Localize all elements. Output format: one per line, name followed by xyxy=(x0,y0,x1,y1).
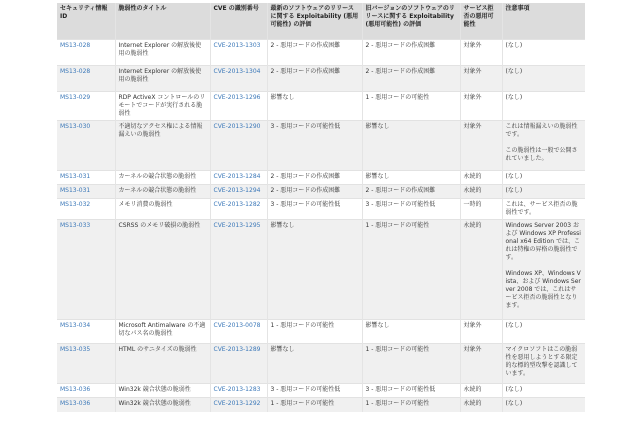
table-row xyxy=(57,398,585,412)
dos-cell: 永続的 xyxy=(460,384,502,398)
table-body xyxy=(57,40,585,412)
latest-exploitability-cell: 3 - 悪用コードの可能性低 xyxy=(267,121,362,171)
note-paragraph: (なし) xyxy=(505,187,523,194)
cve-cell xyxy=(210,220,267,320)
dos-cell: 永続的 xyxy=(460,220,502,320)
latest-exploitability-cell: 2 - 悪用コードの作成困難 xyxy=(267,40,362,66)
dos-cell: 対象外 xyxy=(460,40,502,66)
key-notes-cell xyxy=(502,92,585,121)
bulletin-id-link[interactable]: MS13-030 xyxy=(60,123,91,130)
header-older-exploitability: 旧バージョンのソフトウェアのリリースに関する Exploitability (悪用可能性) の評価 xyxy=(362,3,460,40)
vulnerability-title-cell: Microsoft Antimalware の不適切なパス名の脆弱性 xyxy=(115,320,210,344)
cve-link[interactable]: CVE-2013-1283 xyxy=(213,386,261,393)
latest-exploitability-cell: 2 - 悪用コードの作成困難 xyxy=(267,171,362,185)
key-notes-cell xyxy=(502,220,585,320)
latest-exploitability-cell: 3 - 悪用コードの可能性低 xyxy=(267,199,362,220)
bulletin-id-cell xyxy=(57,344,115,384)
note-paragraph: (なし) xyxy=(505,42,523,49)
cve-cell xyxy=(210,171,267,185)
bulletin-id-link[interactable]: MS13-031 xyxy=(60,173,91,180)
cve-cell xyxy=(210,121,267,171)
header-dos-exploitability: サービス拒否の悪用可能性 xyxy=(460,3,502,40)
latest-exploitability-cell: 3 - 悪用コードの可能性低 xyxy=(267,384,362,398)
vulnerability-title-cell: 不適切なアクセス権による情報漏えいの脆弱性 xyxy=(115,121,210,171)
bulletin-id-cell xyxy=(57,171,115,185)
bulletin-id-cell xyxy=(57,40,115,66)
dos-cell: 対象外 xyxy=(460,92,502,121)
older-exploitability-cell: 3 - 悪用コードの可能性低 xyxy=(362,384,460,398)
bulletin-id-link[interactable]: MS13-029 xyxy=(60,94,91,101)
table-row xyxy=(57,92,585,121)
older-exploitability-cell: 2 - 悪用コードの作成困難 xyxy=(362,40,460,66)
dos-cell: 対象外 xyxy=(460,66,502,92)
bulletin-id-cell xyxy=(57,121,115,171)
note-paragraph: マイクロソフトはこの脆弱性を悪用しようとする限定的な標的型攻撃を認識しています。 xyxy=(505,346,578,377)
bulletin-id-cell xyxy=(57,185,115,199)
cve-cell xyxy=(210,185,267,199)
table-row xyxy=(57,199,585,220)
note-gap xyxy=(506,262,583,270)
dos-cell: 永続的 xyxy=(460,185,502,199)
vulnerability-title-cell: Internet Explorer の解放後使用の脆弱性 xyxy=(115,40,210,66)
cve-cell xyxy=(210,344,267,384)
note-paragraph: Windows XP、Windows Vista、および Windows Server 2008 では、これはサービス拒否の脆弱性となります。 xyxy=(505,270,581,309)
bulletin-id-cell xyxy=(57,320,115,344)
bulletin-id-link[interactable]: MS13-028 xyxy=(60,42,91,49)
cve-cell xyxy=(210,66,267,92)
cve-cell xyxy=(210,320,267,344)
cve-link[interactable]: CVE-2013-1295 xyxy=(213,222,261,229)
older-exploitability-cell: 影響なし xyxy=(362,171,460,185)
note-paragraph: (なし) xyxy=(505,68,523,75)
header-vulnerability-title: 脆弱性のタイトル xyxy=(115,3,210,40)
header-bulletin-id: セキュリティ情報 ID xyxy=(57,3,115,40)
vulnerability-title-cell: Win32k 競合状態の脆弱性 xyxy=(115,398,210,412)
vulnerability-title-cell: CSRSS のメモリ破損の脆弱性 xyxy=(115,220,210,320)
cve-link[interactable]: CVE-2013-1296 xyxy=(213,94,261,101)
vulnerability-title-cell: RDP ActiveX コントロールのリモートでコードが実行される脆弱性 xyxy=(115,92,210,121)
bulletin-id-link[interactable]: MS13-036 xyxy=(60,400,91,407)
key-notes-cell xyxy=(502,320,585,344)
cve-link[interactable]: CVE-2013-0078 xyxy=(213,322,261,329)
latest-exploitability-cell: 影響なし xyxy=(267,344,362,384)
latest-exploitability-cell: 影響なし xyxy=(267,92,362,121)
older-exploitability-cell: 2 - 悪用コードの作成困難 xyxy=(362,66,460,92)
note-paragraph: (なし) xyxy=(505,400,523,407)
table-row xyxy=(57,320,585,344)
dos-cell: 対象外 xyxy=(460,121,502,171)
older-exploitability-cell: 3 - 悪用コードの可能性低 xyxy=(362,199,460,220)
bulletin-id-link[interactable]: MS13-036 xyxy=(60,386,91,393)
older-exploitability-cell: 1 - 悪用コードの可能性 xyxy=(362,398,460,412)
note-paragraph: (なし) xyxy=(505,322,523,329)
header-latest-exploitability: 最新のソフトウェアのリリースに関する Exploitability (悪用可能性) の評価 xyxy=(267,3,362,40)
bulletin-id-link[interactable]: MS13-034 xyxy=(60,322,91,329)
cve-link[interactable]: CVE-2013-1303 xyxy=(213,42,261,49)
older-exploitability-cell: 1 - 悪用コードの可能性 xyxy=(362,92,460,121)
bulletin-id-cell xyxy=(57,92,115,121)
header-key-notes: 注意事項 xyxy=(502,3,585,40)
dos-cell: 一時的 xyxy=(460,199,502,220)
cve-link[interactable]: CVE-2013-1282 xyxy=(213,201,261,208)
table-row xyxy=(57,66,585,92)
note-paragraph: (なし) xyxy=(505,173,523,180)
cve-cell xyxy=(210,40,267,66)
note-paragraph: (なし) xyxy=(505,94,523,101)
older-exploitability-cell: 1 - 悪用コードの可能性 xyxy=(362,344,460,384)
cve-cell xyxy=(210,199,267,220)
header-cve-id: CVE の識別番号 xyxy=(210,3,267,40)
latest-exploitability-cell: 2 - 悪用コードの作成困難 xyxy=(267,185,362,199)
bulletin-id-cell xyxy=(57,220,115,320)
exploitability-index-table xyxy=(57,3,585,412)
latest-exploitability-cell: 1 - 悪用コードの可能性 xyxy=(267,320,362,344)
cve-cell xyxy=(210,384,267,398)
key-notes-cell xyxy=(502,40,585,66)
note-paragraph: (なし) xyxy=(505,386,523,393)
key-notes-cell xyxy=(502,199,585,220)
cve-link[interactable]: CVE-2013-1290 xyxy=(213,123,261,130)
table-row xyxy=(57,220,585,320)
table-row xyxy=(57,121,585,171)
table-row xyxy=(57,185,585,199)
table-header-row xyxy=(57,3,585,40)
note-paragraph: Windows Server 2003 および Windows XP Professional x64 Edition では、これは特権の昇格の脆弱性です。 xyxy=(505,222,581,261)
cve-link[interactable]: CVE-2013-1294 xyxy=(213,187,261,194)
bulletin-id-link[interactable]: MS13-035 xyxy=(60,346,91,353)
vulnerability-title-cell: Win32k 競合状態の脆弱性 xyxy=(115,384,210,398)
table-row xyxy=(57,171,585,185)
key-notes-cell xyxy=(502,344,585,384)
exploitability-table-container xyxy=(57,3,585,412)
cve-cell xyxy=(210,92,267,121)
vulnerability-title-cell: メモリ消費の脆弱性 xyxy=(115,199,210,220)
key-notes-cell xyxy=(502,185,585,199)
bulletin-id-cell xyxy=(57,384,115,398)
bulletin-id-cell xyxy=(57,398,115,412)
table-row xyxy=(57,40,585,66)
key-notes-cell xyxy=(502,66,585,92)
vulnerability-title-cell: カーネルの競合状態の脆弱性 xyxy=(115,185,210,199)
bulletin-id-link[interactable]: MS13-033 xyxy=(60,222,91,229)
latest-exploitability-cell: 2 - 悪用コードの作成困難 xyxy=(267,66,362,92)
latest-exploitability-cell: 影響なし xyxy=(267,220,362,320)
dos-cell: 永続的 xyxy=(460,398,502,412)
bulletin-id-cell xyxy=(57,66,115,92)
note-paragraph: この脆弱性は一般で公開されていました。 xyxy=(505,147,578,162)
older-exploitability-cell: 1 - 悪用コードの可能性 xyxy=(362,220,460,320)
cve-link[interactable]: CVE-2013-1284 xyxy=(213,173,261,180)
key-notes-cell xyxy=(502,171,585,185)
older-exploitability-cell: 影響なし xyxy=(362,121,460,171)
key-notes-cell xyxy=(502,384,585,398)
older-exploitability-cell: 影響なし xyxy=(362,320,460,344)
bulletin-id-link[interactable]: MS13-032 xyxy=(60,201,91,208)
cve-cell xyxy=(210,398,267,412)
bulletin-id-link[interactable]: MS13-028 xyxy=(60,68,91,75)
older-exploitability-cell: 2 - 悪用コードの作成困難 xyxy=(362,185,460,199)
latest-exploitability-cell: 1 - 悪用コードの可能性 xyxy=(267,398,362,412)
note-paragraph: これは、サービス拒否の脆弱性です。 xyxy=(505,201,578,216)
note-gap xyxy=(506,139,583,147)
bulletin-id-link[interactable]: MS13-031 xyxy=(60,187,91,194)
cve-link[interactable]: CVE-2013-1304 xyxy=(213,68,261,75)
vulnerability-title-cell: Internet Explorer の解放後使用の脆弱性 xyxy=(115,66,210,92)
cve-link[interactable]: CVE-2013-1289 xyxy=(213,346,261,353)
vulnerability-title-cell: カーネルの競合状態の脆弱性 xyxy=(115,171,210,185)
table-row xyxy=(57,344,585,384)
table-row xyxy=(57,384,585,398)
dos-cell: 永続的 xyxy=(460,171,502,185)
key-notes-cell xyxy=(502,121,585,171)
key-notes-cell xyxy=(502,398,585,412)
note-paragraph: これは情報漏えいの脆弱性です。 xyxy=(505,123,578,138)
cve-link[interactable]: CVE-2013-1292 xyxy=(213,400,261,407)
bulletin-id-cell xyxy=(57,199,115,220)
dos-cell: 対象外 xyxy=(460,344,502,384)
dos-cell: 対象外 xyxy=(460,320,502,344)
vulnerability-title-cell: HTML のサニタイズの脆弱性 xyxy=(115,344,210,384)
